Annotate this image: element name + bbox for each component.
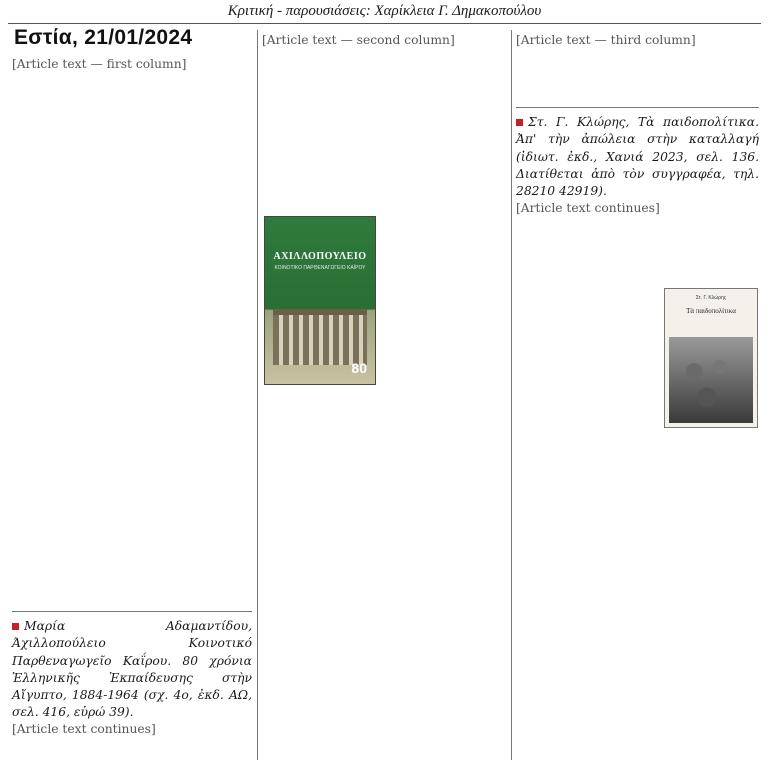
- book-cover-building: [273, 309, 367, 365]
- column-divider: [511, 30, 512, 760]
- book2-photo: [669, 337, 753, 423]
- book2-title: Τὰ παιδοπολίτικα: [686, 307, 736, 315]
- article-text-col1: [Article text — first column]: [12, 57, 187, 71]
- column-3: [516, 32, 759, 217]
- page-header: [0, 0, 769, 24]
- bibliographic-heading: Μαρία Αδαμαντίδου, Άχιλλοπούλειο Κοινοτικό Παρθεναγωγεῖο Καΐρου. 80 χρόνια Ἑλληνικῆς Ἐκπαίδευσης στὴν Αἴγυπτο, 1884-1964 (σχ. 4ο, ἐκδ. ΑΩ, σελ. 416, εὐρώ 39).: [12, 619, 252, 720]
- header-rule: [8, 23, 761, 24]
- red-square-icon: [12, 623, 19, 630]
- article-text-col3: [Article text continues]: [516, 201, 660, 216]
- publication-tag: Εστία, 21/01/2024: [14, 26, 193, 49]
- column-1: [12, 56, 252, 739]
- book-cover-image-2: [664, 288, 758, 428]
- book2-author: Στ. Γ. Κλώρης: [695, 295, 727, 301]
- bibliographic-heading: Στ. Γ. Κλώρης, Τὰ παιδοπολίτικα. Ἀπ' τὴν ἀπώλεια στὴν καταλλαγή (ἰδιωτ. ἐκδ., Χανιά 2023, σελ. 136. Διατίθεται ἀπὸ τὸν συγγραφέα, τηλ. 28210 42919).: [516, 115, 759, 199]
- book-cover-subtitle: ΚΟΙΝΟΤΙΚΟ ΠΑΡΘΕΝΑΓΩΓΕΙΟ ΚΑΪΡΟΥ: [274, 265, 366, 271]
- article-text-col2: [Article text — second column]: [262, 33, 455, 47]
- column-divider: [257, 30, 258, 760]
- article-text-col3-top: [Article text — third column]: [516, 33, 696, 47]
- red-square-icon: [516, 119, 523, 126]
- section-divider: [516, 107, 759, 108]
- book-cover-number: 80: [351, 360, 367, 376]
- book-cover-image: [264, 216, 376, 385]
- article-text-col1b: [Article text continues]: [12, 722, 156, 737]
- header-title: Κριτική - παρουσιάσεις: Χαρίκλεια Γ. Δημακοπούλου: [227, 3, 542, 19]
- book-cover-title: ΑΧΙΛΛΟΠΟΥΛΕΙΟ: [273, 251, 367, 262]
- column-2: [262, 32, 506, 49]
- section-divider: [12, 611, 252, 612]
